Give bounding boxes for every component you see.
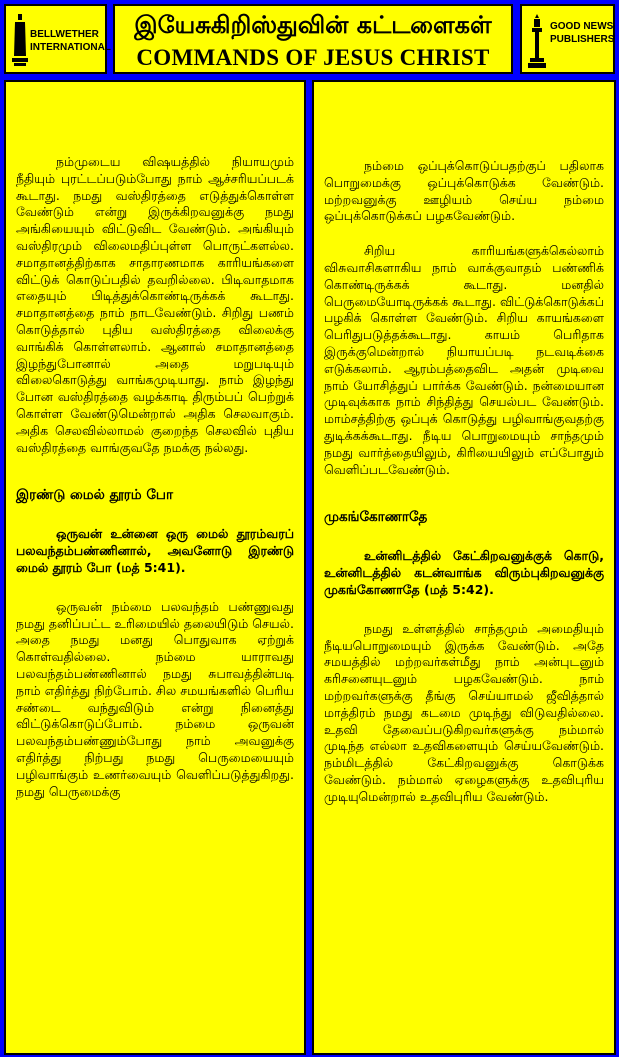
title-box [113, 4, 513, 74]
right-paragraph-1: நம்மை ஒப்புக்கொடுப்பதற்குப் பதிலாக பொறுமைக்கு ஒப்புக்கொடுக்க வேண்டும். மற்றவனுக்கு ஊழியம் செய்ய நம்மை ஒப்புக்கொடுக்கப் பழகவேண்டும். [324, 158, 604, 224]
header [0, 0, 619, 80]
verse-matthew-5-41: ஒருவன் உன்னை ஒரு மைல் தூரம்வரப் பலவந்தம்பண்ணினால், அவனோடு இரண்டு மைல் தூரம் போ (மத் 5:41). [16, 526, 294, 575]
right-column [312, 80, 616, 1055]
right-paragraph-2: சிறிய காரியங்களுக்கெல்லாம் விசுவாசிகளாகிய நாம் வாக்குவாதம் பண்ணிக் கொண்டிருக்கக் கூடாது. மனதில் பெருமையோடிருக்கக் கூடாது. விட்டுக்கொடுக்கப் பழகிக் கொள்ள வேண்டும். சிறிய காயங்களை பெரிதுபடுத்தக்கூடாது. காயம் பெரிதாக இருக்குமென்றால் நியாயப்படி நடவடிக்கை எடுக்கலாம். ஆரம்பத்தைவிட அதன் முடிவை நாம் யோசித்துப் பார்க்க வேண்டும். நன்மையான முடிவுக்காக நாம் சிந்தித்து செயல்பட வேண்டும். மாம்சத்திற்கு ஒப்புக் கொடுத்து பழிவாங்குவதற்கு துடிக்கக்கூடாது. நீடிய பொறுமையும் சாந்தமும் நமது வார்த்தையிலும், கிரியையிலும் எப்போதும் வெளிப்படவேண்டும். [324, 243, 604, 477]
section-heading-do-not-turn-away: முகங்கோணாதே [324, 509, 428, 526]
publisher-left-name: BELLWETHER INTERNATIONAL [30, 29, 111, 53]
title-tamil: இயேசுகிறிஸ்துவின் கட்டளைகள் [134, 11, 492, 39]
lamp-logo-icon [528, 12, 546, 70]
right-paragraph-3: நமது உள்ளத்தில் சாந்தமும் அமைதியும் நீடியபொறுமையும் இருக்க வேண்டும். அதே சமயத்தில் மற்றவர்கள்மீது நாம் அன்புடனும் கரிசனையுடனும் பழகவேண்டும். நாம் மற்றவர்களுக்கு தீங்கு செய்யாமல் ஜீவித்தால் மாத்திரம் நமது கடமை முடிந்து விடுவதில்லை. உதவி தேவைப்படுகிறவர்களுக்கு நம்மால் முடிந்த எல்லா உதவிகளையும் செய்யவேண்டும். நம்மிடத்தில் கேட்கிறவனுக்கு கொடுக்க வேண்டும். நம்மால் ஏழைகளுக்கு உதவிபுரிய முடியுமென்றால் உதவிபுரிய வேண்டும். [324, 620, 604, 804]
publisher-right-logo [520, 4, 615, 74]
left-column [4, 80, 306, 1055]
bell-logo-icon [12, 12, 28, 68]
section-heading-two-miles: இரண்டு மைல் தூரம் போ [16, 487, 174, 504]
verse-matthew-5-42: உன்னிடத்தில் கேட்கிறவனுக்குக் கொடு, உன்னிடத்தில் கடன்வாங்க விரும்புகிறவனுக்கு முகங்கோணாதே (மத் 5:42). [324, 548, 604, 597]
title-english: COMMANDS OF JESUS CHRIST [136, 45, 490, 70]
publisher-left-logo [4, 4, 111, 74]
left-paragraph-2: ஒருவன் நம்மை பலவந்தம் பண்ணுவது நமது தனிப்பட்ட உரிமையில் தலையிடும் செயல். அதை நமது மனது பொதுவாக ஏற்றுக் கொள்வதில்லை. நம்மை யாராவது பலவந்தம்பண்ணினால் நமது சுபாவத்தின்படி நாம் எதிர்த்து நிற்போம். சில சமயங்களில் பெரிய சண்டை வந்துவிடும் என்று நினைத்து விட்டுக்கொடுப்போம். நம்மை ஒருவன் பலவந்தம்பண்ணும்போது நாம் அவனுக்கு எதிர்த்து நிற்பது நமது பெருமையையும் பழிவாங்கும் உணர்வையும் வெளிப்படுத்துகிறது. நமது பெருமைக்கு [16, 598, 294, 799]
left-paragraph-1: நம்முடைய விஷயத்தில் நியாயமும் நீதியும் புரட்டப்படும்போது நாம் ஆச்சரியப்படக் கூடாது. நமது வஸ்திரத்தை எடுத்துக்கொள்ள வேண்டும் என்று இருக்கிறவனுக்கு நமது அங்கியையும் விட்டுவிட வேண்டும். அங்கியும் வஸ்திரமும் விலைமதிப்புள்ள பொருட்களல்ல. சமாதானத்திற்காக சாதாரணமாக காரியங்களை விட்டுக் கொடுப்பதில் தவறில்லை. பிடிவாதமாக எதையும் பிடித்துக்கொண்டிருக்கக் கூடாது. சமாதானத்தை நாம் நாடவேண்டும். சிறிது பணம் கொடுத்தால் புதிய வஸ்திரத்தை விலைக்கு வாங்கிக் கொள்ளலாம். ஆனால் சமாதானத்தை இழந்துபோனால் அதை மறுபடியும் விலைகொடுத்து வாங்கமுடியாது. நாம் இழந்து போன வஸ்திரத்தை வழக்காடி திரும்பப் பெற்றுக் கொள்ள வேண்டுமென்றால் அதிக செலவாகும். அதிக செலவில்லாமல் குறைந்த செலவில் புதிய வஸ்திரத்தை வாங்குவதே நமக்கு நல்லது. [16, 154, 294, 455]
publisher-right-name: GOOD NEWS PUBLISHERS [550, 21, 615, 45]
